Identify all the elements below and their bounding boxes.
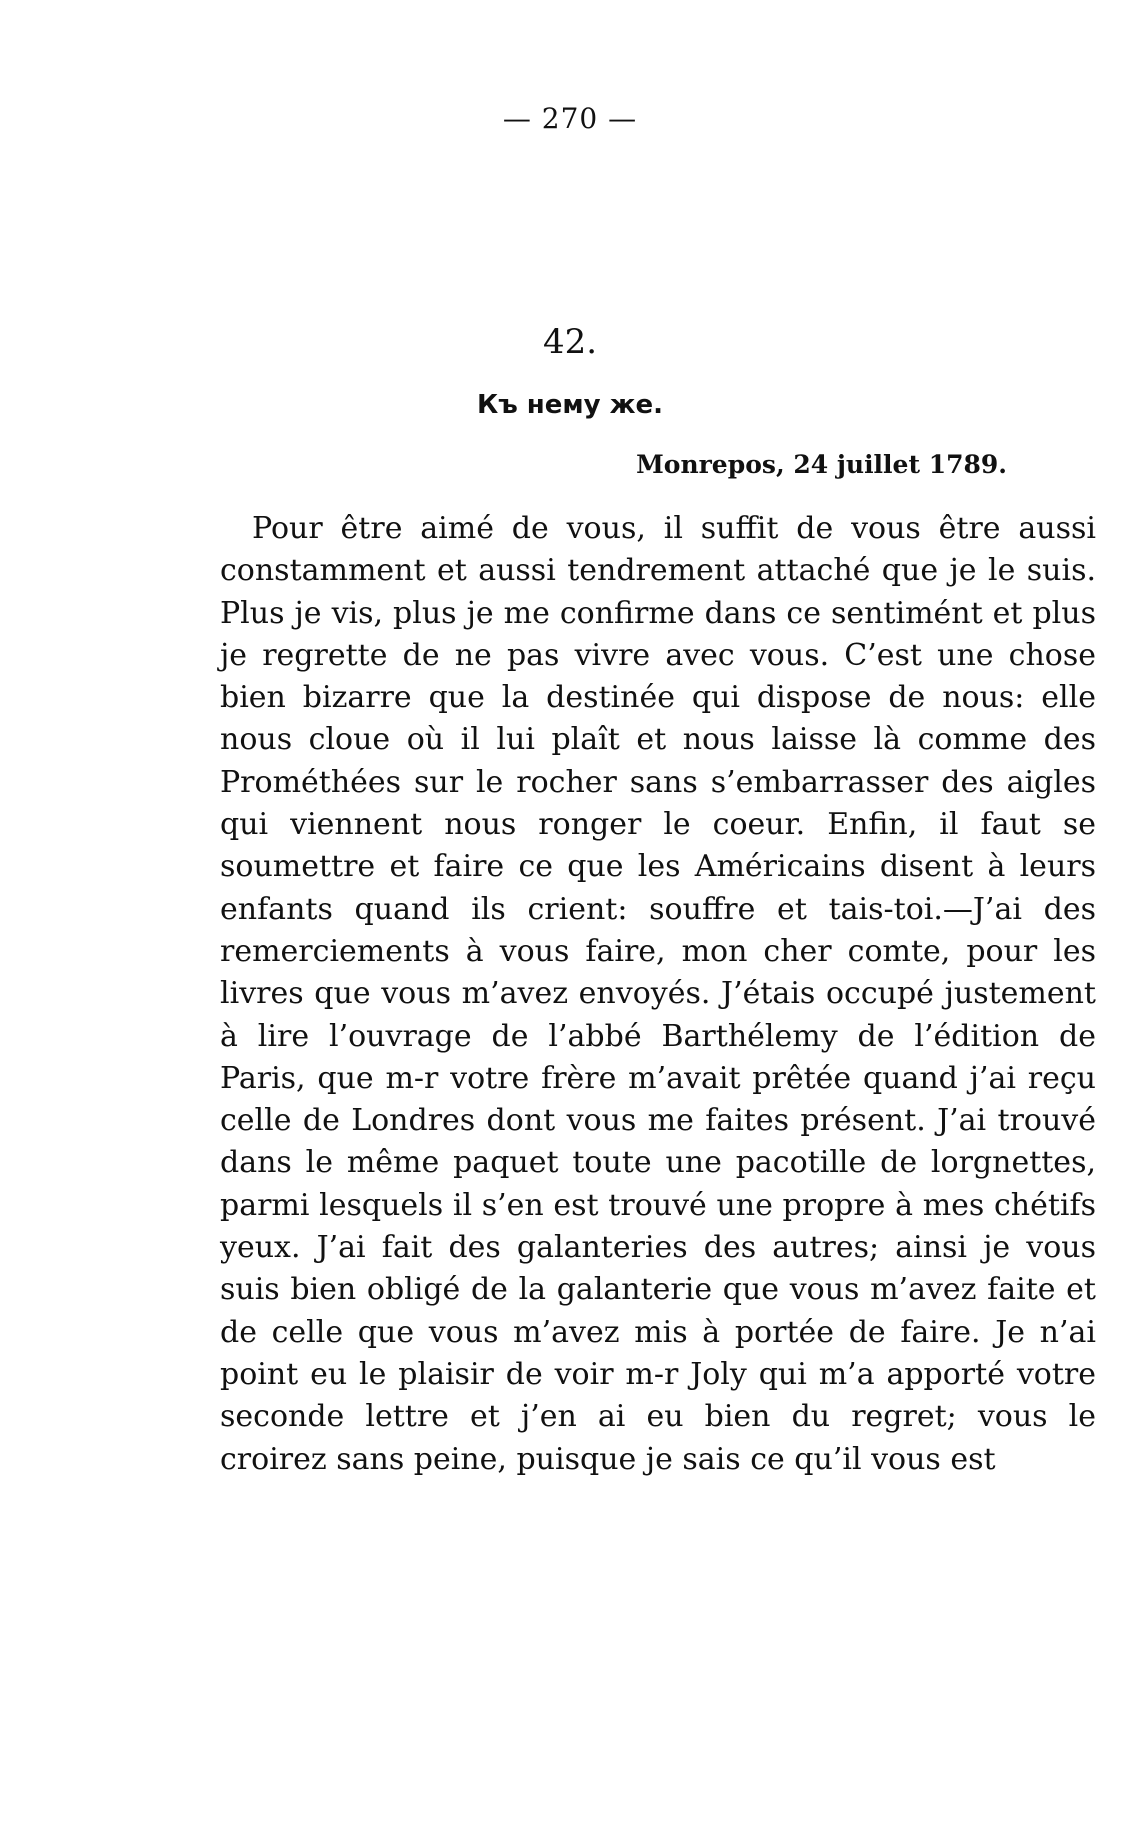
letter-number: 42. <box>542 322 598 362</box>
letter-addressee: Къ нему же. <box>476 390 664 420</box>
page-number: — 270 — <box>502 102 638 135</box>
letter-dateline: Monrepos, 24 juillet 1789. <box>636 450 1007 479</box>
letter-body: Pour être aimé de vous, il suffit de vous être aussi constamment et aussi tendrement attaché que je le suis. Plus je vis, plus je me confirme dans ce sentimént et plus je regrette de ne pas vivre avec vous. C’est une chose bien bizarre que la destinée qui dispose de nous: elle nous cloue où il lui plaît et nous laisse là comme des Prométhées sur le rocher sans s’embarrasser des aigles qui viennent nous ronger le coeur. Enfin, il faut se soumettre et faire ce que les Américains disent à leurs enfants quand ils crient: souffre et tais-toi.—J’ai des remerciements à vous faire, mon cher comte, pour les livres que vous m’avez envoyés. J’étais occupé justement à lire l’ouvrage de l’abbé Barthélemy de l’édition de Paris, que m-r votre frère m’avait prêtée quand j’ai reçu celle de Londres dont vous me faites présent. J’ai trouvé dans le même paquet toute une pacotille de lorgnettes, parmi lesquels il s’en est trouvé une propre à mes chétifs yeux. J’ai fait des galanteries des autres; ainsi je vous suis bien obligé de la galanterie que vous m’avez faite et de celle que vous m’avez mis à portée de faire. Je n’ai point eu le plaisir de voir m-r Joly qui m’a apporté votre seconde lettre et j’en ai eu bien du regret; vous le croirez sans peine, puisque je sais ce qu’il vous est <box>220 511 1096 1477</box>
